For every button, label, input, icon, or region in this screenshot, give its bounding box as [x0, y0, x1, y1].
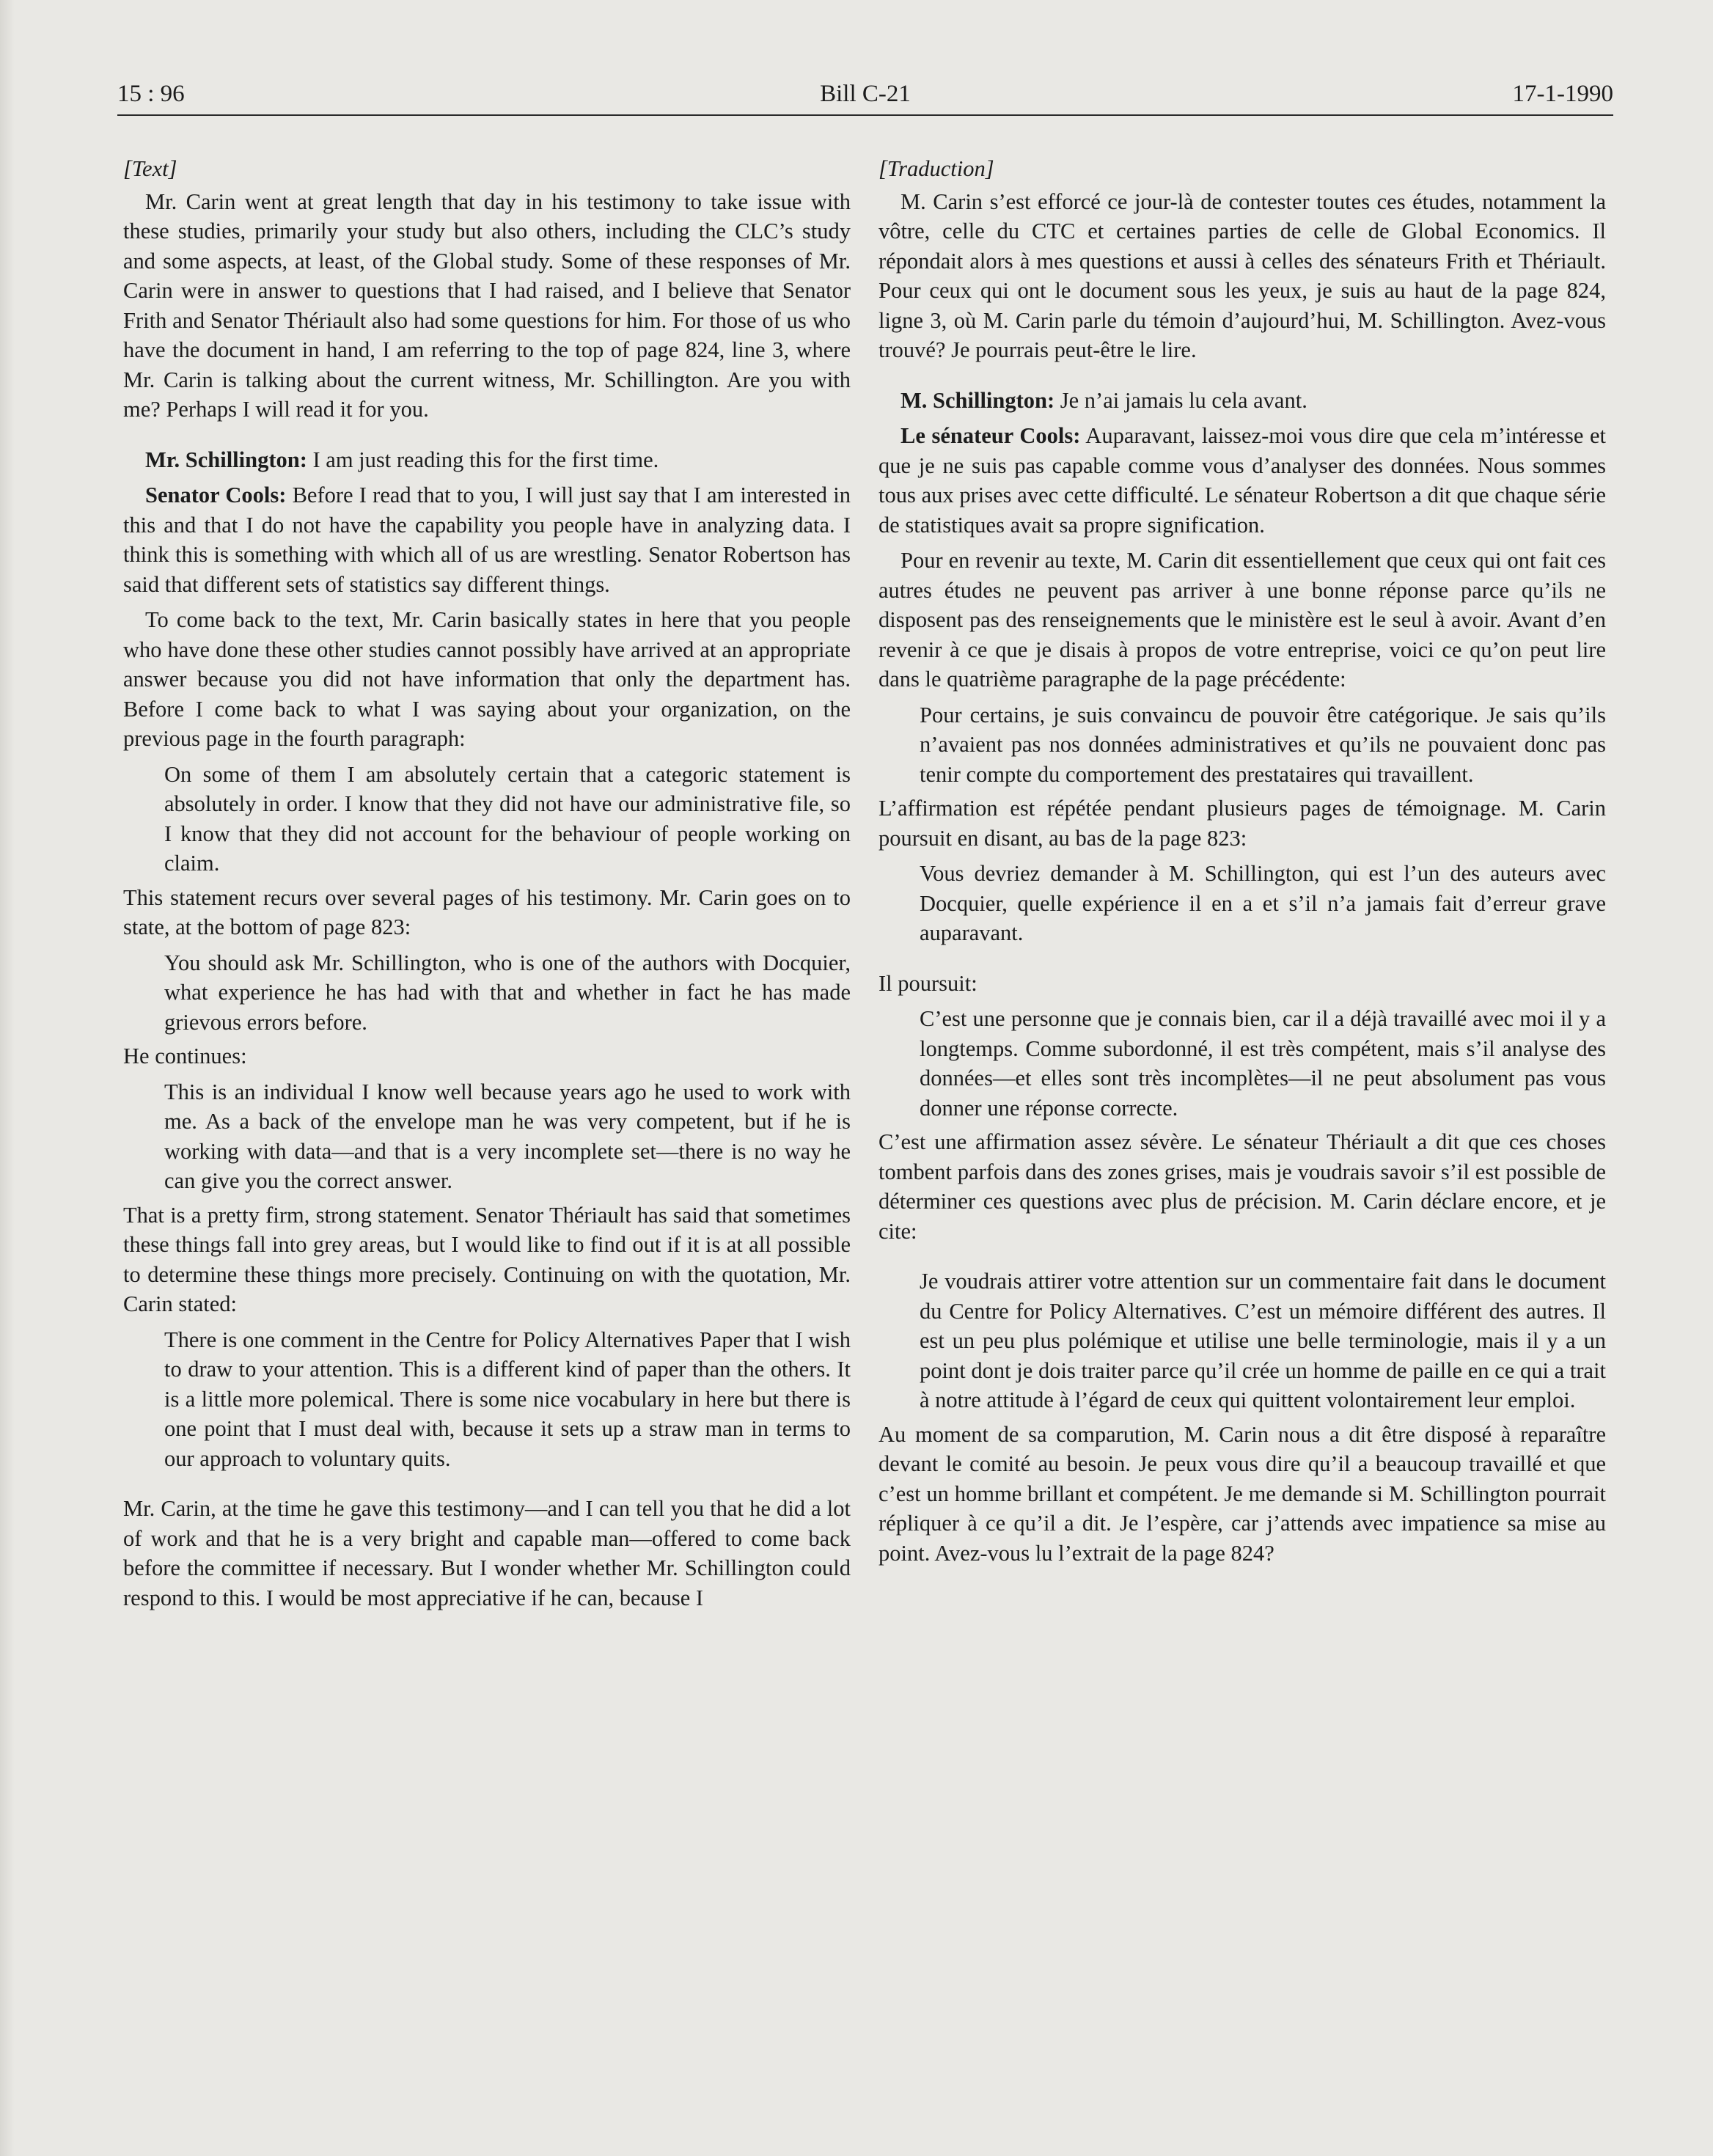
page-edge-shadow	[0, 0, 15, 2156]
paragraph: C’est une affirmation assez sévère. Le sénateur Thériault a dit que ces choses tombent parfois dans des zones grises, mais je voudrais savoir s’il est possible de déterminer ces questions avec plus de précision. M. Carin déclare encore, et je cite:	[878, 1129, 1606, 1244]
translation-tag-label: Traduction	[887, 156, 986, 181]
speaker-name: Mr. Schillington:	[145, 447, 307, 472]
speaker-name: Le sénateur Cools:	[900, 423, 1081, 448]
block-quote: C’est une personne que je connais bien, car il a déjà travaillé avec moi il y a longtemps. Comme subordonné, il est très compétent, mais s’il analyse des données—et elles sont très incomplètes—il ne peut absolument pas vous donner une réponse correcte.	[920, 1006, 1606, 1121]
speech-text: I am just reading this for the first time.	[307, 447, 659, 472]
paragraph: M. Carin s’est efforcé ce jour-là de contester toutes ces études, notamment la vôtre, celle du CTC et certaines parties de celle de Global Economics. Il répondait alors à mes questions et aussi à celles des sénateurs Frith et Thériault. Pour ceux qui ont le document sous les yeux, je suis au haut de la page 824, ligne 3, où M. Carin parle du témoin d’aujourd’hui, M. Schillington. Avez-vous trouvé? Je pourrais peut-être le lire.	[878, 188, 1606, 362]
speech-text: Before I read that to you, I will just say that I am interested in this and that I do not have the capability you people have in analyzing data. I think this is something with which all of us are wrestling. Senator Robertson has said that different sets of statistics say different things.	[123, 483, 851, 597]
speech-text: Je n’ai jamais lu cela avant.	[1054, 387, 1307, 413]
paragraph: To come back to the text, Mr. Carin basically states in here that you people who have done these other studies cannot possibly have arrived at an appropriate answer because you did not have information that only the department has. Before I come back to what I was saying about your organization, on the previous page in the fourth paragraph:	[123, 607, 851, 751]
block-quote: Vous devriez demander à M. Schillington, qui est l’un des auteurs avec Docquier, quelle expérience il en a et s’il n’a jamais fait d’erreur grave auparavant.	[920, 861, 1606, 945]
bill-title: Bill C-21	[820, 81, 911, 107]
french-column	[878, 154, 1606, 1574]
page-header	[117, 81, 1613, 116]
paragraph: Pour en revenir au texte, M. Carin dit essentiellement que ceux qui ont fait ces autres études ne peuvent pas arriver à une bonne réponse parce qu’ils ne disposent pas des renseignements que le ministère est le seul à avoir. Avant d’en revenir à ce que je disais à propos de votre entreprise, voici ce qu’on peut lire dans le quatrième paragraphe de la page précédente:	[878, 548, 1606, 692]
page-number: 15 : 96	[117, 81, 185, 107]
paragraph: This statement recurs over several pages of his testimony. Mr. Carin goes on to state, at the bottom of page 823:	[123, 884, 851, 939]
block-quote: On some of them I am absolutely certain that a categoric statement is absolutely in order. I know that they did not have our administrative file, so I know that they did not account for the behaviour of people working on claim.	[164, 761, 851, 876]
paragraph: He continues:	[123, 1044, 247, 1068]
speaker-name: M. Schillington:	[900, 387, 1055, 413]
speech-text: Auparavant, laissez-moi vous dire que cela m’intéresse et que je ne suis pas capable comme vous d’analyser des données. Nous sommes tous aux prises avec cette difficulté. Le sénateur Robertson a dit que chaque série de statistiques avait sa propre signification.	[878, 423, 1607, 538]
text-tag-label: Text	[131, 156, 169, 181]
header-rule	[117, 114, 1613, 116]
block-quote: There is one comment in the Centre for Policy Alternatives Paper that I wish to draw to your attention. This is a different kind of paper than the others. It is a little more polemical. There is some nice vocabulary in here but there is one point that I must deal with, because it sets up a straw man in terms to our approach to voluntary quits.	[164, 1327, 851, 1471]
speaker-paragraph	[878, 386, 1606, 416]
text-tag: [Text]	[123, 156, 177, 181]
speaker-name: Senator Cools:	[145, 483, 287, 507]
english-column	[123, 154, 851, 1618]
paragraph: L’affirmation est répétée pendant plusieurs pages de témoignage. M. Carin poursuit en disant, au bas de la page 823:	[878, 796, 1606, 851]
paragraph: That is a pretty firm, strong statement. Senator Thériault has said that sometimes these things fall into grey areas, but I would like to find out if it is at all possible to determine these things more precisely. Continuing on with the quotation, Mr. Carin stated:	[123, 1202, 851, 1316]
speaker-paragraph	[123, 445, 851, 475]
paragraph: Mr. Carin went at great length that day in his testimony to take issue with these studies, primarily your study but also others, including the CLC’s study and some aspects, at least, of the Global study. Some of these responses of Mr. Carin were in answer to questions that I had raised, and I believe that Senator Frith and Senator Thériault also had some questions for him. For those of us who have the document in hand, I am referring to the top of page 824, line 3, where Mr. Carin is talking about the current witness, Mr. Schillington. Are you with me? Perhaps I will read it for you.	[123, 188, 851, 422]
block-quote: Pour certains, je suis convaincu de pouvoir être catégorique. Je sais qu’ils n’avaient pas nos données administratives et qu’ils ne pouvaient donc pas tenir compte du comportement des prestataires qui travaillent.	[920, 702, 1606, 787]
block-quote: This is an individual I know well because years ago he used to work with me. As a back of the envelope man he was very competent, but if he is working with data—and that is a very incomplete set—there is no way he can give you the correct answer.	[164, 1079, 851, 1193]
paragraph: Mr. Carin, at the time he gave this testimony—and I can tell you that he did a lot of work and that he is a very bright and capable man—offered to come back before the committee if necessary. But I wonder whether Mr. Schillington could respond to this. I would be most appreciative if he can, because I	[123, 1496, 851, 1610]
translation-tag: [Traduction]	[878, 156, 994, 181]
block-quote: You should ask Mr. Schillington, who is one of the authors with Docquier, what experience he has had with that and whether in fact he has made grievous errors before.	[164, 950, 851, 1035]
block-quote: Je voudrais attirer votre attention sur un commentaire fait dans le document du Centre for Policy Alternatives. C’est un mémoire différent des autres. Il est un peu plus polémique et utilise une belle terminologie, mais il y a un point dont je dois traiter parce qu’il crée un homme de paille en ce qui a trait à notre attitude à l’égard de ceux qui quittent volontairement leur emploi.	[920, 1269, 1606, 1412]
speaker-paragraph	[123, 480, 851, 599]
paragraph: Au moment de sa comparution, M. Carin nous a dit être disposé à reparaître devant le comité au besoin. Je peux vous dire qu’il a beaucoup travaillé et que c’est un homme brillant et compétent. Je me demande si M. Schillington pourrait répliquer à ce qu’il a dit. Je l’espère, car j’attends avec impatience sa mise au point. Avez-vous lu l’extrait de la page 824?	[878, 1421, 1606, 1566]
speaker-paragraph	[878, 421, 1606, 540]
paragraph: Il poursuit:	[878, 970, 977, 996]
sitting-date: 17-1-1990	[1512, 81, 1613, 107]
